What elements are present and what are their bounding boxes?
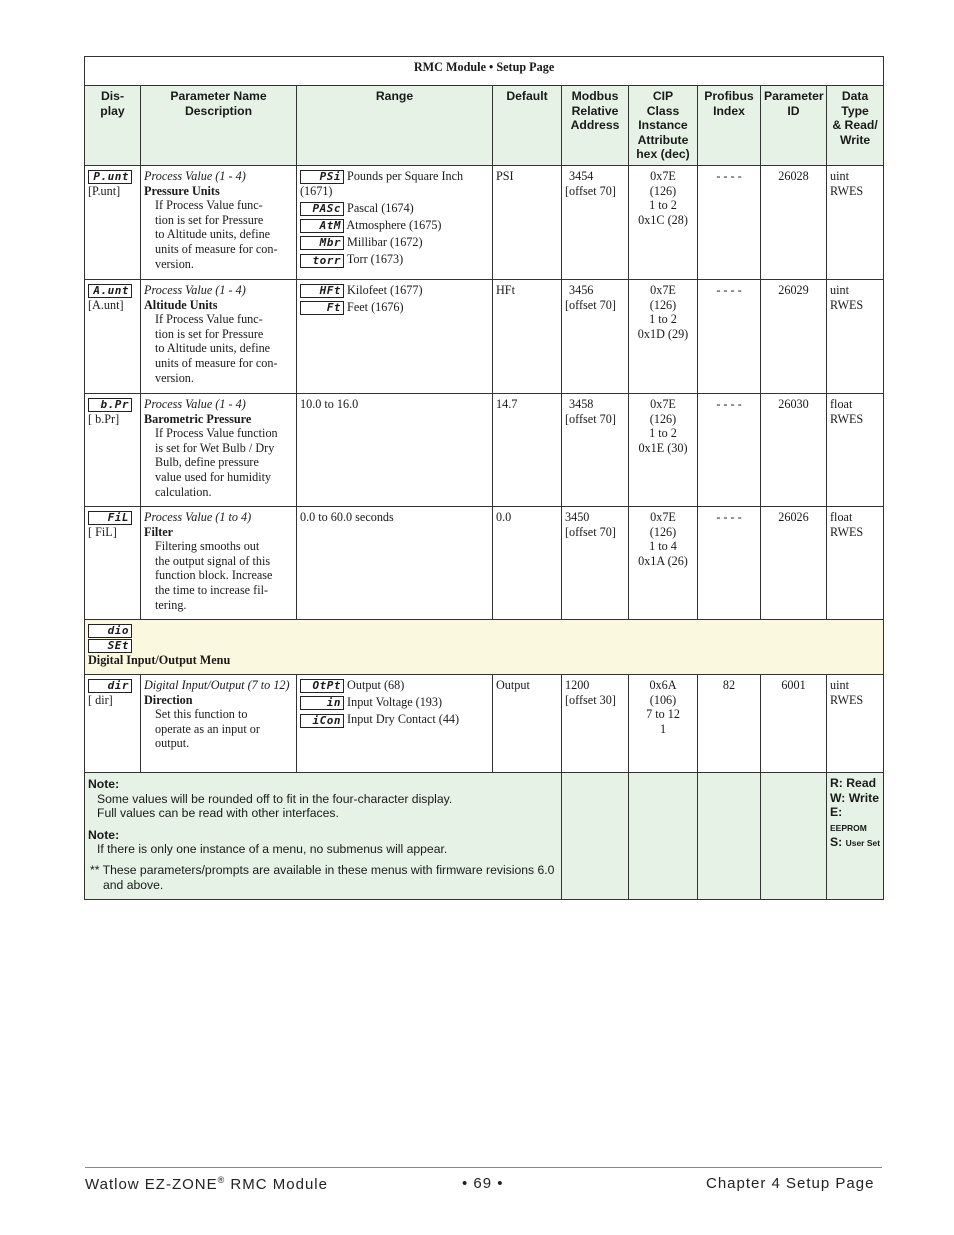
header-data-type: Data Type & Read/ Write [827,86,884,166]
modbus-address: 3450 [565,509,590,524]
header-parameter-id: Parameter ID [761,86,827,166]
param-name: Pressure Units [144,183,220,198]
modbus-address: 3456 [569,282,594,297]
parameter-id: 6001 [761,674,827,772]
param-context: Digital Input/Output (7 to 12) [144,677,290,692]
default-value: HFt [493,279,562,393]
parameter-id: 26026 [761,506,827,619]
header-parameter: Parameter Name Description [141,86,297,166]
profibus-index: - - - - [698,393,761,506]
data-type: uint RWES [827,674,884,772]
header-default: Default [493,86,562,166]
parameter-id: 26029 [761,279,827,393]
range-option: Ft Feet (1676) [300,300,489,315]
modbus-offset: [offset 70] [565,183,616,198]
rwes-legend: R: Read W: Write E: EEPROM S: User Set [827,772,884,899]
footer-rule [85,1167,882,1168]
param-context: Process Value (1 - 4) [144,168,246,183]
param-description: If Process Value func- tion is set for Pressure to Altitude units, define units of measure for con- version. [155,312,278,385]
setup-parameter-table [84,56,884,900]
header-display: Dis- play [85,86,141,166]
lcd-option-code: torr [300,254,344,268]
footer-right: Chapter 4 Setup Page [706,1175,875,1192]
param-context: Process Value (1 - 4) [144,396,246,411]
notes-cell [85,772,562,899]
profibus-index: - - - - [698,279,761,393]
lcd-option-code: AtM [300,219,344,233]
range-text: 10.0 to 16.0 [297,393,493,506]
menu-title: Digital Input/Output Menu [88,653,231,668]
header-modbus: Modbus Relative Address [562,86,629,166]
range-option: OtPt Output (68) [300,678,489,693]
note-heading: Note: [88,827,120,842]
display-label: [A.unt] [88,298,124,313]
modbus-address: 1200 [565,677,590,692]
display-label: [ FiL] [88,525,117,540]
table-row [85,674,884,772]
table-row [85,393,884,506]
table-title: RMC Module • Setup Page [85,57,884,86]
default-value: 14.7 [493,393,562,506]
header-cip: CIP Class Instance Attribute hex (dec) [629,86,698,166]
profibus-index: - - - - [698,506,761,619]
lcd-option-code: OtPt [300,679,344,693]
lcd-option-code: Ft [300,301,344,315]
menu-header-row [85,619,884,674]
lcd-option-code: iCon [300,714,344,728]
data-type: uint RWES [827,165,884,279]
cip-value: 0x7E (126) 1 to 2 0x1C (28) [629,165,698,279]
modbus-offset: [offset 70] [565,297,616,312]
default-value: PSI [493,165,562,279]
data-type: float RWES [827,506,884,619]
cip-value: 0x7E (126) 1 to 2 0x1E (30) [629,393,698,506]
lcd-menu-code: dio [88,624,132,638]
default-value: Output [493,674,562,772]
header-range: Range [297,86,493,166]
modbus-offset: [offset 70] [565,524,616,539]
param-name: Altitude Units [144,297,218,312]
param-name: Filter [144,524,174,539]
lcd-display-code: A.unt [88,284,132,298]
notes-row [85,772,884,899]
range-option: torr Torr (1673) [300,252,489,267]
modbus-address: 3458 [569,396,594,411]
range-option: AtM Atmosphere (1675) [300,218,489,233]
table-row [85,506,884,619]
lcd-display-code: FiL [88,511,132,525]
note-text: If there is only one instance of a menu, no submenus will appear. [97,842,448,857]
range-text: 0.0 to 60.0 seconds [297,506,493,619]
modbus-offset: [offset 30] [565,692,616,707]
profibus-index: - - - - [698,165,761,279]
range-option: iCon Input Dry Contact (44) [300,712,489,727]
cip-value: 0x7E (126) 1 to 4 0x1A (26) [629,506,698,619]
lcd-display-code: P.unt [88,170,132,184]
footer-left: Watlow EZ-ZONE® RMC Module [85,1175,328,1193]
data-type: uint RWES [827,279,884,393]
table-row [85,279,884,393]
param-name: Barometric Pressure [144,411,252,426]
cip-value: 0x7E (126) 1 to 2 0x1D (29) [629,279,698,393]
note-text: Some values will be rounded off to fit in the four-character display. Full values can be read with other interfaces. [97,791,453,821]
param-description: Set this function to operate as an input or output. [155,707,260,751]
table-row [85,165,884,279]
range-option: HFt Kilofeet (1677) [300,283,489,298]
lcd-display-code: b.Pr [88,398,132,412]
param-context: Process Value (1 - 4) [144,282,246,297]
display-label: [P.unt] [88,184,121,199]
header-profibus: Profibus Index [698,86,761,166]
lcd-option-code: PASc [300,202,344,216]
range-option: Mbr Millibar (1672) [300,235,489,250]
lcd-option-code: HFt [300,284,344,298]
firmware-note: ** These parameters/prompts are available in these menus with firmware revisions 6.0 and above. [90,862,555,892]
data-type: float RWES [827,393,884,506]
lcd-option-code: in [300,696,344,710]
display-label: [ dir] [88,693,113,708]
note-heading: Note: [88,776,120,791]
page-number: • 69 • [462,1175,504,1192]
range-option: in Input Voltage (193) [300,695,489,710]
modbus-address: 3454 [569,168,594,183]
parameter-id: 26030 [761,393,827,506]
cip-value: 0x6A (106) 7 to 12 1 [629,674,698,772]
parameter-id: 26028 [761,165,827,279]
profibus-index: 82 [698,674,761,772]
param-name: Direction [144,692,193,707]
param-description: If Process Value function is set for Wet Bulb / Dry Bulb, define pressure value used for humidity calculation. [155,426,278,499]
range-option: PSi Pounds per Square Inch (1671) [300,168,464,199]
modbus-offset: [offset 70] [565,411,616,426]
param-description: Filtering smooths out the output signal of this function block. Increase the time to increase fil- tering. [155,539,273,612]
range-option: PASc Pascal (1674) [300,201,489,216]
param-description: If Process Value func- tion is set for Pressure to Altitude units, define units of measure for con- version. [155,198,278,271]
default-value: 0.0 [493,506,562,619]
param-context: Process Value (1 to 4) [144,509,252,524]
lcd-menu-sub-code: SEt [88,639,132,653]
display-label: [ b.Pr] [88,412,120,427]
lcd-option-code: Mbr [300,236,344,250]
lcd-option-code: PSi [300,170,344,184]
lcd-display-code: dir [88,679,132,693]
